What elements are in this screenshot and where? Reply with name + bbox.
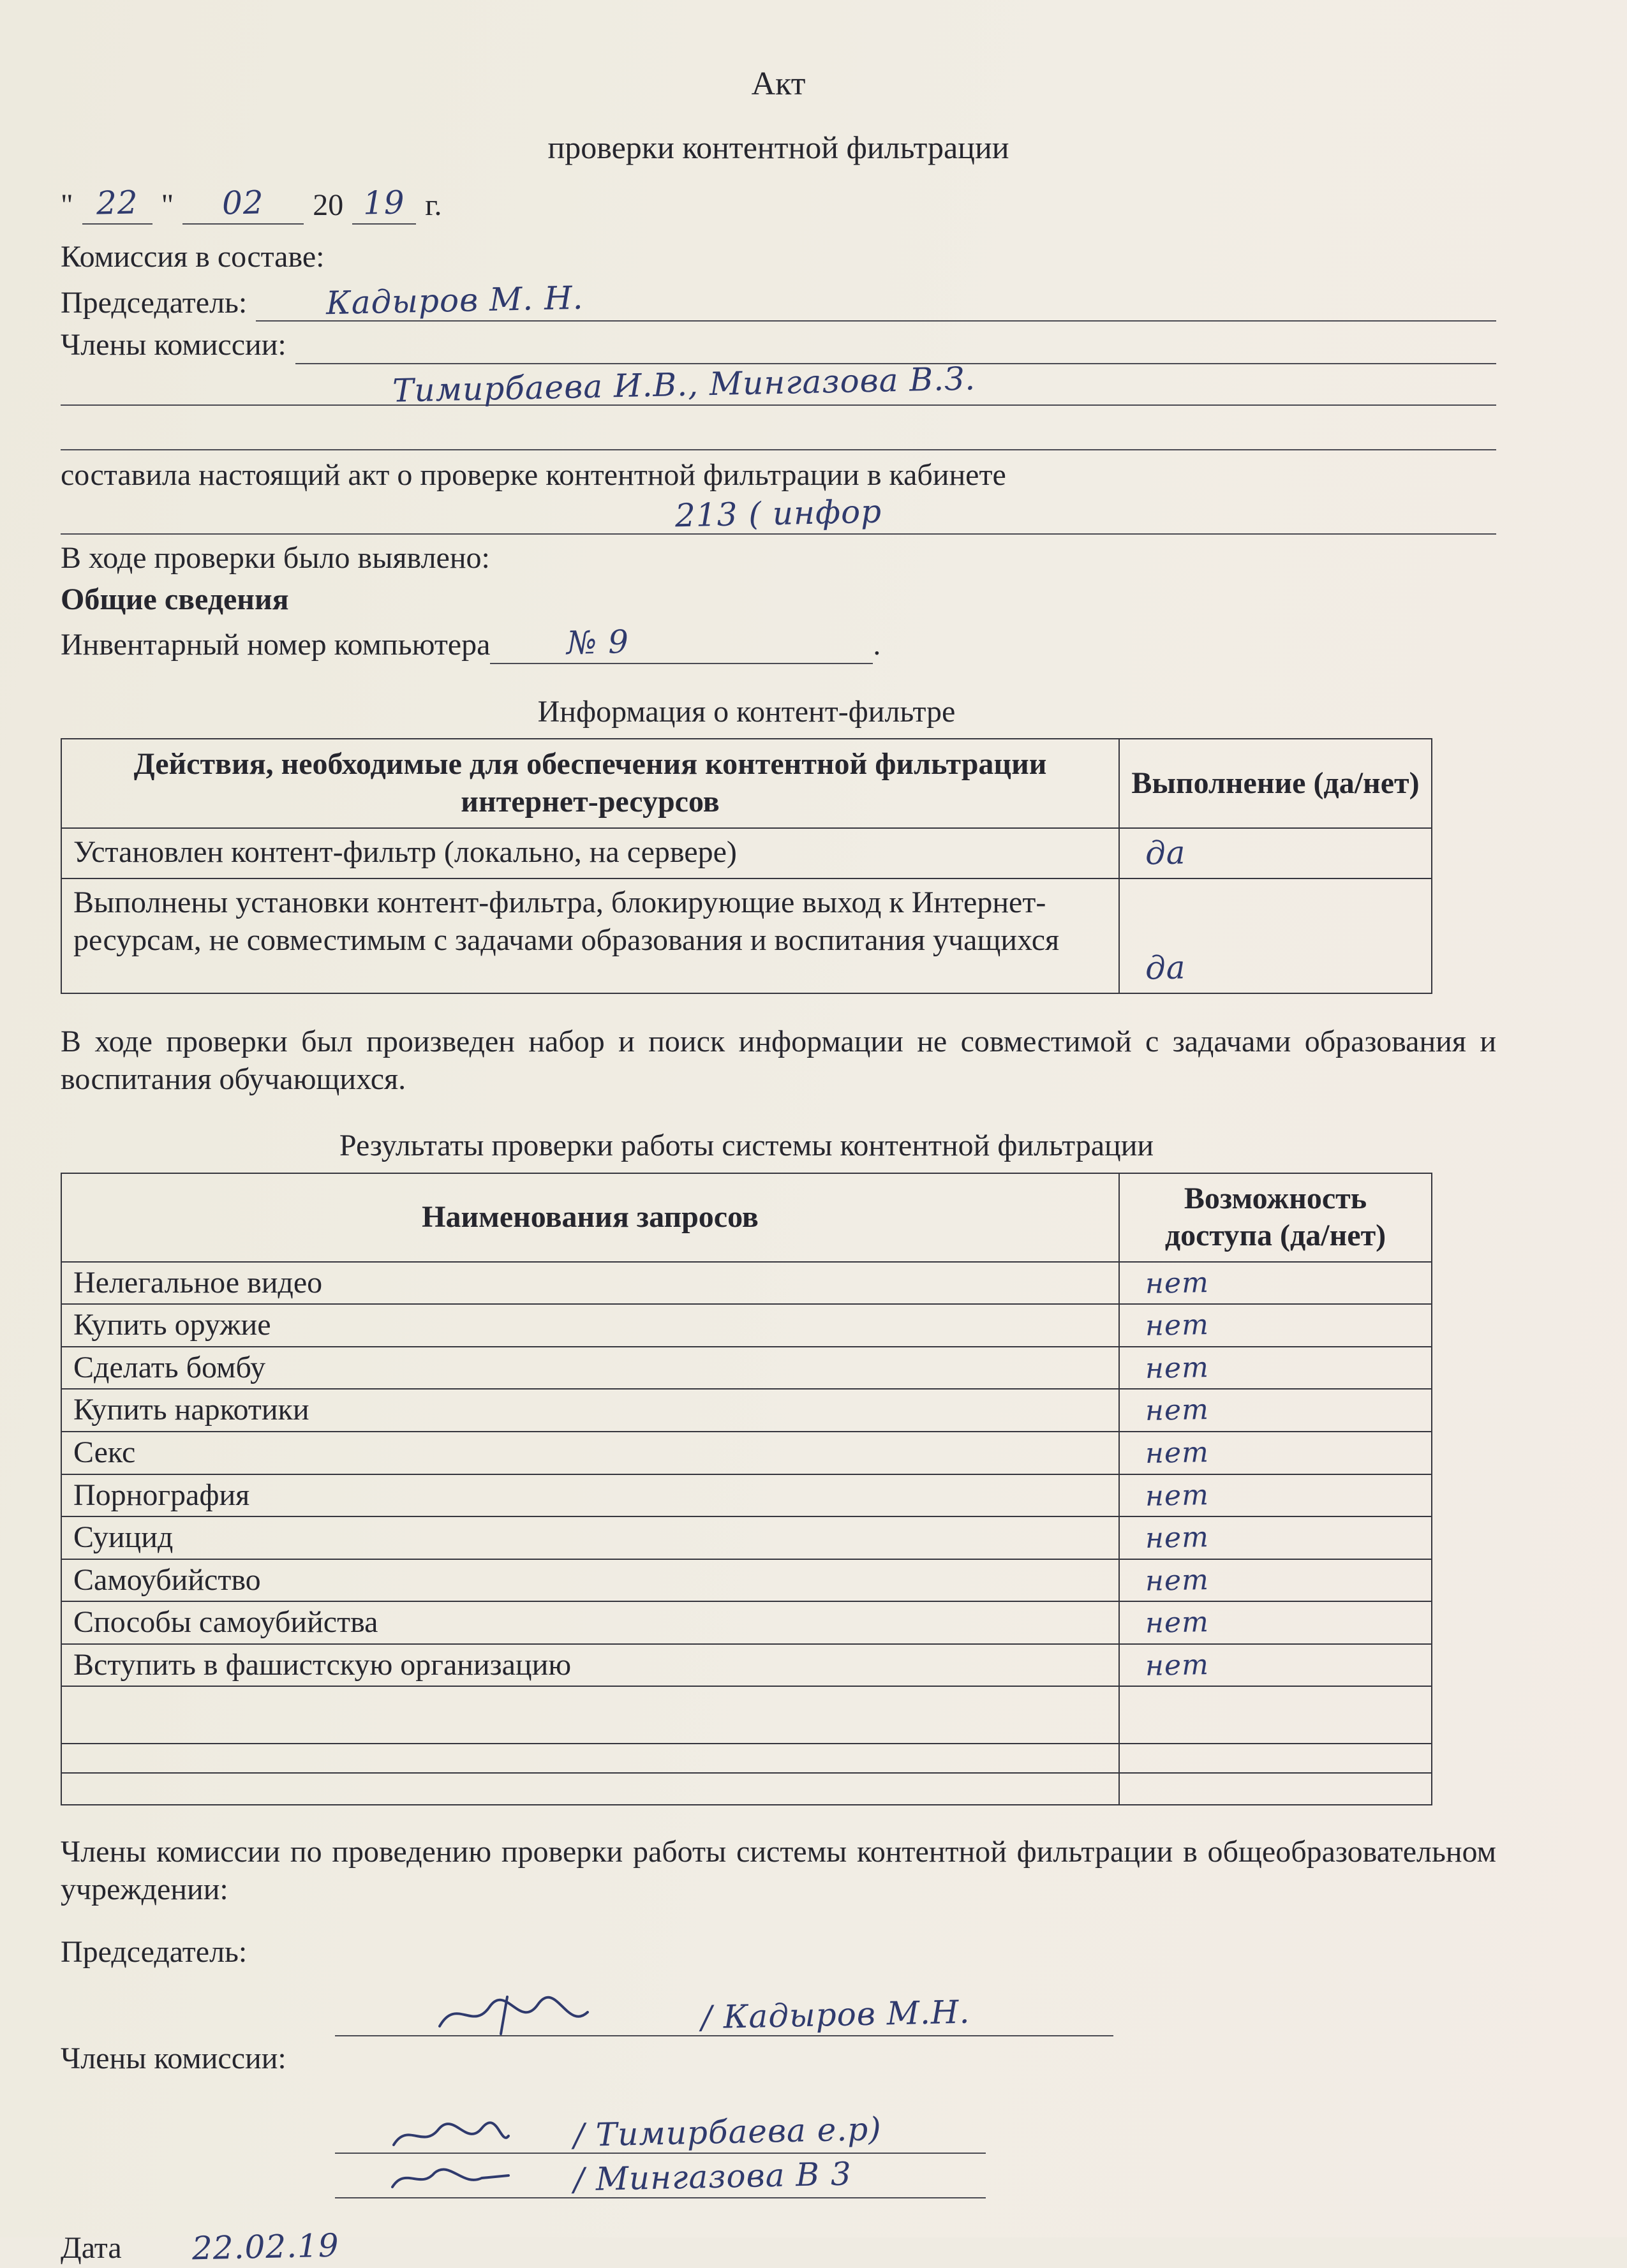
commission-intro: Комиссия в составе: <box>61 239 325 274</box>
handwritten-no: нет <box>1145 1606 1210 1640</box>
open-quote: " <box>61 188 73 223</box>
members-label: Члены комиссии: <box>61 328 286 362</box>
handwritten-no: нет <box>1145 1393 1210 1428</box>
century-prefix: 20 <box>313 188 344 223</box>
search-note: В ходе проверки был произведен набор и поиск информации не совместимой с задачами образования и воспитания обучающихся. <box>61 1025 1496 1096</box>
chairman-label: Председатель: <box>61 285 248 320</box>
members-names-line <box>61 360 1496 410</box>
signature-scribble <box>386 2161 514 2193</box>
inventory-period: . <box>873 628 881 662</box>
member2-signature-name <box>565 2155 986 2198</box>
query-cell: Купить наркотики <box>61 1389 1119 1432</box>
access-cell <box>1119 1559 1432 1602</box>
handwritten-no: нет <box>1145 1648 1210 1682</box>
handwritten-no: нет <box>1145 1478 1210 1513</box>
handwritten-yes: да <box>1145 833 1187 872</box>
handwritten-cabinet: 213 ( инфор <box>674 493 882 535</box>
action-cell: Установлен контент-фильтр (локально, на сервере) <box>61 828 1119 879</box>
access-cell <box>1119 1262 1432 1305</box>
general-heading: Общие сведения <box>61 582 289 616</box>
findings-intro: В ходе проверки было выявлено: <box>61 541 490 575</box>
query-cell: Суицид <box>61 1516 1119 1559</box>
results-table-title: Результаты проверки работы системы контентной фильтрации <box>339 1129 1154 1163</box>
table-row <box>61 1389 1432 1432</box>
query-cell <box>61 1686 1119 1744</box>
handwritten-no: нет <box>1145 1266 1210 1300</box>
access-cell <box>1119 1601 1432 1644</box>
access-cell <box>1119 1304 1432 1347</box>
inventory-label: Инвентарный номер компьютера <box>61 628 491 662</box>
date-label: Дата <box>61 2230 122 2265</box>
results-table-header-row <box>61 1173 1432 1262</box>
chairman-line <box>61 281 1496 322</box>
queries-header: Наименования запросов <box>61 1173 1119 1262</box>
cabinet-line <box>61 494 1496 535</box>
table-row <box>61 1516 1432 1559</box>
document-title: Акт <box>751 66 806 102</box>
access-cell <box>1119 1686 1432 1744</box>
handwritten-year: 19 <box>362 184 406 223</box>
handwritten-no: нет <box>1145 1435 1210 1471</box>
handwritten-date: 22.02.19 <box>191 2227 339 2267</box>
signature-scribble <box>386 2117 514 2153</box>
query-cell: Вступить в фашистскую организацию <box>61 1644 1119 1687</box>
handwritten-chairman-name: Кадыров М. Н. <box>325 279 584 322</box>
table-row <box>61 878 1432 993</box>
access-cell <box>1119 1389 1432 1432</box>
content-filter-table <box>61 738 1432 994</box>
member1-signature-name <box>565 2110 986 2154</box>
handwritten-no: нет <box>1145 1308 1210 1343</box>
access-header: Возможность доступа (да/нет) <box>1119 1173 1432 1262</box>
table-row <box>61 828 1432 879</box>
blank-line <box>61 429 1496 450</box>
filter-table-header-row <box>61 739 1432 827</box>
result-cell <box>1119 828 1432 879</box>
access-cell <box>1119 1644 1432 1687</box>
handwritten-no: нет <box>1145 1563 1210 1597</box>
handwritten-member1-name: / Тимирбаева е.р) <box>573 2110 882 2154</box>
query-cell: Сделать бомбу <box>61 1347 1119 1390</box>
handwritten-chairman-signature-name: / Кадыров М.Н. <box>701 1993 970 2036</box>
table-row-empty <box>61 1773 1432 1805</box>
table-row <box>61 1262 1432 1305</box>
handwritten-member2-name: / Мингазова В 3 <box>573 2155 852 2198</box>
year-suffix: г. <box>425 188 442 223</box>
date-line <box>61 184 1496 225</box>
closing-note: Члены комиссии по проведению проверки работы системы контентной фильтрации в общеобразовательном учреждении: <box>61 1835 1496 1906</box>
handwritten-no: нет <box>1145 1521 1210 1555</box>
access-cell <box>1119 1432 1432 1474</box>
query-cell: Способы самоубийства <box>61 1601 1119 1644</box>
signature-scribble <box>431 1993 597 2035</box>
members-signature-label: Члены комиссии: <box>61 2041 286 2075</box>
query-cell: Секс <box>61 1432 1119 1474</box>
handwritten-day: 22 <box>96 184 138 223</box>
actions-header: Действия, необходимые для обеспечения контентной фильтрации интернет-ресурсов <box>61 739 1119 827</box>
query-cell <box>61 1773 1119 1805</box>
members-blank-line <box>295 327 1496 364</box>
table-row <box>61 1432 1432 1474</box>
member1-signature-row <box>335 2110 1496 2154</box>
table-row <box>61 1347 1432 1390</box>
query-cell: Купить оружие <box>61 1304 1119 1347</box>
handwritten-inventory-number: № 9 <box>566 623 630 662</box>
access-cell <box>1119 1347 1432 1390</box>
table-row <box>61 1559 1432 1602</box>
filter-table-title: Информация о контент-фильтре <box>537 694 956 729</box>
handwritten-yes: да <box>1145 948 1187 987</box>
handwritten-month: 02 <box>221 184 265 223</box>
handwritten-no: нет <box>1145 1351 1210 1385</box>
handwritten-members-names: Тимирбаева И.В., Мингазова В.З. <box>392 360 976 410</box>
table-row <box>61 1601 1432 1644</box>
table-row-empty <box>61 1744 1432 1773</box>
query-cell: Самоубийство <box>61 1559 1119 1602</box>
chairman-signature-row <box>335 1993 1496 2036</box>
access-cell <box>1119 1516 1432 1559</box>
execution-header: Выполнение (да/нет) <box>1119 739 1432 827</box>
action-cell: Выполнены установки контент-фильтра, блокирующие выход к Интернет-ресурсам, не совместимым с задачами образования и воспитания учащихся <box>61 878 1119 993</box>
access-cell <box>1119 1773 1432 1805</box>
access-cell <box>1119 1744 1432 1773</box>
result-cell <box>1119 878 1432 993</box>
members-line <box>61 327 1496 364</box>
act-statement: составила настоящий акт о проверке контентной фильтрации в кабинете <box>61 458 1006 493</box>
member2-signature-row <box>335 2155 1496 2198</box>
date-row <box>61 2228 1496 2267</box>
table-row <box>61 1644 1432 1687</box>
access-cell <box>1119 1474 1432 1517</box>
chairman-signature-name <box>692 1993 1113 2036</box>
close-quote: " <box>161 188 174 223</box>
results-table <box>61 1173 1432 1806</box>
inventory-value-line <box>490 623 873 664</box>
chairman-signature-label: Председатель: <box>61 1935 248 1969</box>
table-row-empty <box>61 1686 1432 1744</box>
chairman-name-line <box>256 281 1496 322</box>
query-cell: Нелегальное видео <box>61 1262 1119 1305</box>
member2-signature-line <box>335 2161 565 2198</box>
table-row <box>61 1304 1432 1347</box>
table-row <box>61 1474 1432 1517</box>
chairman-signature-line <box>335 1993 692 2036</box>
member1-signature-line <box>335 2117 565 2154</box>
document-subtitle: проверки контентной фильтрации <box>547 130 1009 166</box>
query-cell <box>61 1744 1119 1773</box>
query-cell: Порнография <box>61 1474 1119 1517</box>
inventory-line <box>61 623 1496 664</box>
